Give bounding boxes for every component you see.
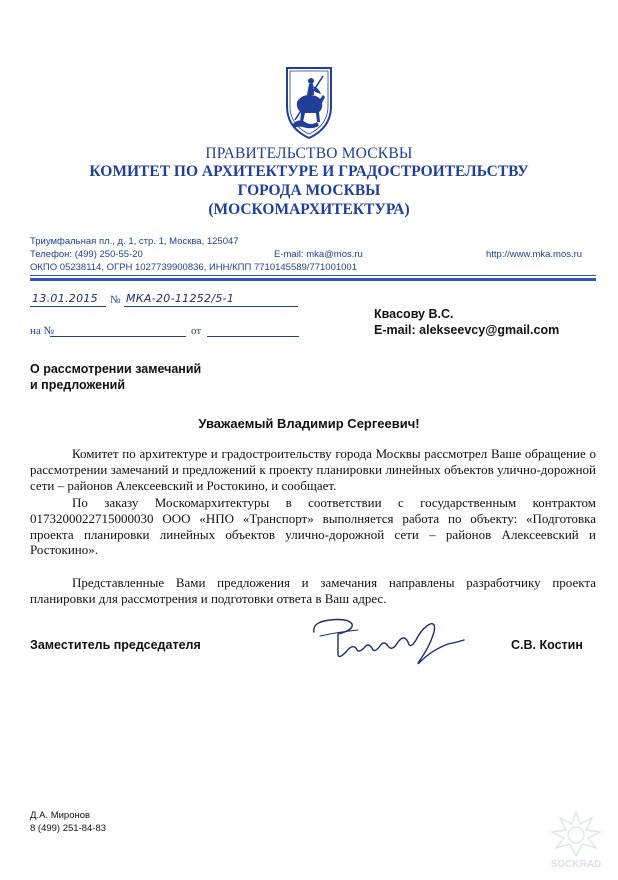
body-paragraph-1: Комитет по архитектуре и градостроительству города Москвы рассмотрел Ваше обращение о рассмотрении замечаний и предложений к проекту планировки линейных объектов улично-дорожной сети – районов Алексеевский и Ростокино, и сообщает. [30, 446, 596, 493]
recipient-email: E-mail: alekseevcy@gmail.com [374, 323, 560, 337]
handwritten-signature-icon [308, 612, 470, 668]
outgoing-number-handwritten: МКА-20-11252/5-1 [126, 292, 235, 305]
executor-name: Д.А. Миронов [30, 810, 91, 821]
contact-address: Триумфальная пл., д. 1, стр. 1, Москва, 125047 [30, 236, 239, 247]
subject-line-2: и предложений [30, 378, 126, 392]
signer-name: С.В. Костин [511, 638, 583, 652]
contact-email: E-mail: mka@mos.ru [274, 249, 363, 260]
reference-number-label: на № [30, 325, 55, 337]
committee-abbreviation: (МОСКОМАРХИТЕКТУРА) [208, 201, 410, 218]
letterhead-divider-thick [30, 278, 596, 281]
committee-city: ГОРОДА МОСКВЫ [237, 182, 381, 199]
executor-phone: 8 (499) 251-84-83 [30, 823, 107, 834]
reference-number-field [50, 322, 186, 337]
signer-title: Заместитель председателя [30, 638, 201, 652]
reference-date-label: от [191, 325, 202, 337]
recipient-name: Квасову В.С. [374, 307, 454, 321]
letterhead-divider-thin [30, 275, 596, 276]
reference-date-field [207, 322, 299, 337]
outgoing-number-field [124, 292, 298, 307]
subject-line-1: О рассмотрении замечаний [30, 362, 202, 376]
government-name: ПРАВИТЕЛЬСТВО МОСКВЫ [205, 145, 413, 162]
contact-phone: Телефон: (499) 250-55-20 [30, 249, 143, 260]
body-paragraph-3: Представленные Вами предложения и замечания направлены разработчику проекта планировки для рассмотрения и подготовки ответа в Ваш адрес. [30, 575, 596, 606]
greeting: Уважаемый Владимир Сергеевич! [198, 416, 420, 431]
moscow-coat-of-arms-icon [279, 62, 339, 142]
contact-registry-codes: ОКПО 05238114, ОГРН 1027739900836, ИНН/КПП 7710145589/771001001 [30, 262, 357, 273]
body-paragraph-2: По заказу Москомархитектуры в соответствии с государственным контрактом 0173200022715000030 ООО «НПО «Транспорт» выполняется работа по объекту: «Подготовка проекта планировки линейных объектов улично-дорожной сети – районов Алексеевский и Ростокино». [30, 495, 596, 558]
sockrad-watermark-icon [540, 808, 612, 870]
outgoing-date-field [30, 292, 106, 307]
outgoing-number-label: № [110, 294, 121, 306]
watermark-text: SOCKRAD [550, 859, 602, 870]
contact-website: http://www.mka.mos.ru [486, 249, 583, 260]
outgoing-date-handwritten: 13.01.2015 [32, 292, 98, 305]
committee-name: КОМИТЕТ ПО АРХИТЕКТУРЕ И ГРАДОСТРОИТЕЛЬСТВУ [89, 163, 529, 180]
